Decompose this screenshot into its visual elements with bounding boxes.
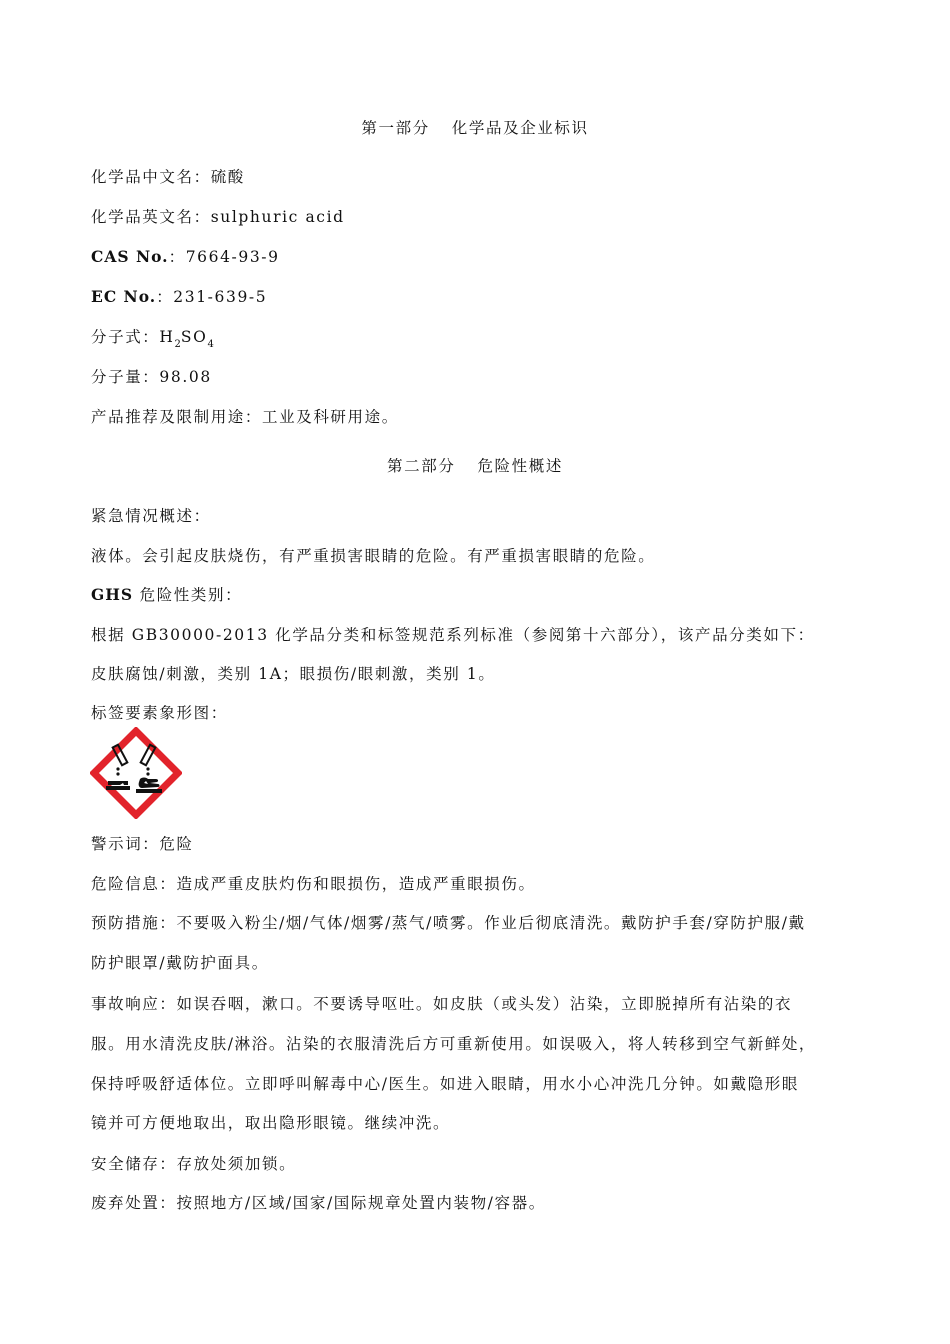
english-name-value: sulphuric acid — [210, 208, 345, 226]
cas-value: 7664-93-9 — [185, 248, 280, 266]
recommended-use-value: 工业及科研用途。 — [262, 408, 399, 426]
ec-row — [91, 286, 267, 308]
emergency-overview-text: 液体。会引起皮肤烧伤，有严重损害眼睛的危险。有严重损害眼睛的危险。 — [91, 547, 656, 565]
section-2-number: 第二部分 — [387, 457, 456, 475]
disposal-text: 废弃处置：按照地方/区域/国家/国际规章处置内装物/容器。 — [91, 1194, 546, 1212]
pictogram-label: 标签要素象形图： — [91, 704, 228, 722]
recommended-use-label: 产品推荐及限制用途： — [91, 408, 263, 426]
emergency-overview-label: 紧急情况概述： — [91, 507, 211, 525]
formula-so-subscript: 4 — [207, 339, 214, 350]
signal-word-label: 警示词： — [91, 835, 160, 853]
cas-label: CAS No. — [91, 247, 169, 266]
ec-colon: ： — [156, 288, 174, 306]
prevention-text-line-2: 防护眼罩/戴防护面具。 — [91, 954, 269, 972]
response-text-line-3: 保持呼吸舒适体位。立即呼叫解毒中心/医生。如进入眼睛，用水小心冲洗几分钟。如戴隐形眼 — [91, 1075, 799, 1093]
ghs05-corrosion-icon — [90, 727, 182, 819]
chinese-name-row — [91, 166, 245, 188]
english-name-row — [91, 206, 345, 228]
response-text-line-2: 服。用水清洗皮肤/淋浴。沾染的衣服清洗后方可重新使用。如误吸入，将人转移到空气新鲜处， — [91, 1035, 817, 1053]
hazard-info-text: 危险信息：造成严重皮肤灼伤和眼损伤，造成严重眼损伤。 — [91, 875, 536, 893]
formula-so: SO — [180, 328, 208, 346]
ghs-bold-label: GHS — [91, 585, 134, 604]
formula-label: 分子式： — [91, 328, 160, 346]
storage-text: 安全储存：存放处须加锁。 — [91, 1155, 297, 1173]
section-2-heading — [0, 455, 950, 477]
signal-word-value: 危险 — [159, 835, 194, 853]
molecular-weight-value: 98.08 — [159, 368, 212, 386]
response-text-line-1: 事故响应：如误吞咽，漱口。不要诱导呕吐。如皮肤（或头发）沾染，立即脱掉所有沾染的衣 — [91, 995, 793, 1013]
molecular-weight-row — [91, 366, 212, 388]
ec-value: 231-639-5 — [173, 288, 268, 306]
chinese-name-value: 硫酸 — [210, 168, 245, 186]
prevention-text-line-1: 预防措施：不要吸入粉尘/烟/气体/烟雾/蒸气/喷雾。作业后彻底清洗。戴防护手套/穿防护服/戴 — [91, 914, 806, 932]
molecular-weight-label: 分子量： — [91, 368, 160, 386]
ghs-category-label: 危险性类别： — [139, 586, 243, 604]
chinese-name-label: 化学品中文名： — [91, 168, 211, 186]
section-1-number: 第一部分 — [361, 119, 430, 137]
signal-word-row — [91, 833, 194, 855]
formula-h: H — [159, 328, 175, 346]
formula-h-subscript: 2 — [174, 339, 181, 350]
cas-colon: ： — [168, 248, 186, 266]
ec-label: EC No. — [91, 287, 157, 306]
section-2-title: 危险性概述 — [477, 457, 563, 475]
ghs-basis-text: 根据 GB30000-2013 化学品分类和标签规范系列标准（参阅第十六部分），该产品分类如下： — [91, 626, 815, 644]
ghs-category-row — [91, 584, 242, 606]
section-1-title: 化学品及企业标识 — [451, 119, 589, 137]
recommended-use-row — [91, 406, 399, 428]
section-1-heading — [0, 117, 950, 139]
cas-row — [91, 246, 280, 268]
english-name-label: 化学品英文名： — [91, 208, 211, 226]
formula-row — [91, 326, 214, 351]
ghs-classes-text: 皮肤腐蚀/刺激，类别 1A；眼损伤/眼刺激，类别 1。 — [91, 665, 496, 683]
response-text-line-4: 镜并可方便地取出，取出隐形眼镜。继续冲洗。 — [91, 1114, 451, 1132]
